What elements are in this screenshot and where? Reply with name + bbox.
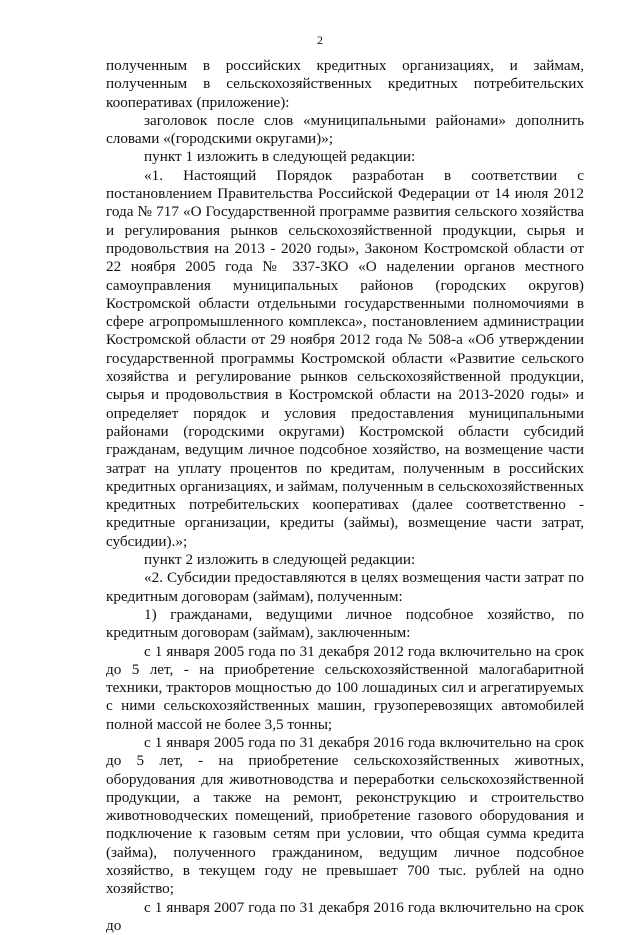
paragraph-1: полученным в российских кредитных организациях, и займам, полученным в сельскохозяйственных кредитных потребительских кооперативах (приложение): <box>106 57 584 111</box>
paragraph-5: пункт 2 изложить в следующей редакции: <box>144 551 416 569</box>
paragraph-6: «2. Субсидии предоставляются в целях возмещения части затрат по кредитным договорам (займам), полученным: <box>106 569 584 605</box>
document-body <box>106 57 584 935</box>
paragraph-2: заголовок после слов «муниципальными районами» дополнить словами «(городскими округами)»; <box>106 111 584 148</box>
paragraph-8: с 1 января 2005 года по 31 декабря 2012 года включительно на срок до 5 лет, - на приобретение сельскохозяйственной малогабаритной техники, тракторов мощностью до 100 лошадиных сил и агрегатируемых с ними сельскохозяйственных машин, грузоперевозящих автомобилей полной массой не более 3,5 тонны; <box>106 642 584 733</box>
page-number: 2 <box>317 33 323 47</box>
paragraph-3: пункт 1 изложить в следующей редакции: <box>144 148 416 166</box>
paragraph-7: 1) гражданами, ведущими личное подсобное хозяйство, по кредитным договорам (займам), заключенным: <box>106 605 584 642</box>
paragraph-10: с 1 января 2007 года по 31 декабря 2016 года включительно на срок до <box>106 898 584 934</box>
paragraph-9: с 1 января 2005 года по 31 декабря 2016 года включительно на срок до 5 лет, - на приобретение сельскохозяйственных животных, оборудования для животноводства и переработки сельскохозяйственной продукции, а также на ремонт, реконструкцию и строительство животноводческих помещений, приобретение газового оборудования и подключение к газовым сетям при условии, что общая сумма кредита (займа), полученного гражданином, ведущим личное подсобное хозяйство, в текущем году не превышает 700 тыс. рублей на одно хозяйство; <box>106 733 584 898</box>
paragraph-4: «1. Настоящий Порядок разработан в соответствии с постановлением Правительства Российской Федерации от 14 июля 2012 года № 717 «О Государственной программе развития сельского хозяйства и регулирования рынков сельскохозяйственной продукции, сырья и продовольствия на 2013 - 2020 годы», Законом Костромской области от 22 ноября 2005 года № 337-ЗКО «О наделении органов местного самоуправления муниципальных районов (городских округов) Костромской области отдельными государственными полномочиями в сфере агропромышленного комплекса», постановлением администрации Костромской области от 29 ноября 2012 года № 508-а «Об утверждении государственной программы Костромской области «Развитие сельского хозяйства и регулирование рынков сельскохозяйственной продукции, сырья и продовольствия в Костромской области на 2013-2020 годы» и определяет порядок и условия предоставления муниципальными районами (городскими округами) Костромской области субсидий гражданам, ведущим личное подсобное хозяйство, на возмещение части затрат на уплату процентов по кредитам, полученным в российских кредитных организациях, и займам, полученным в сельскохозяйственных кредитных потребительских кооперативах (далее соответственно - кредитные организации, кредиты (займы), возмещение части затрат, субсидии).»; <box>106 166 584 550</box>
